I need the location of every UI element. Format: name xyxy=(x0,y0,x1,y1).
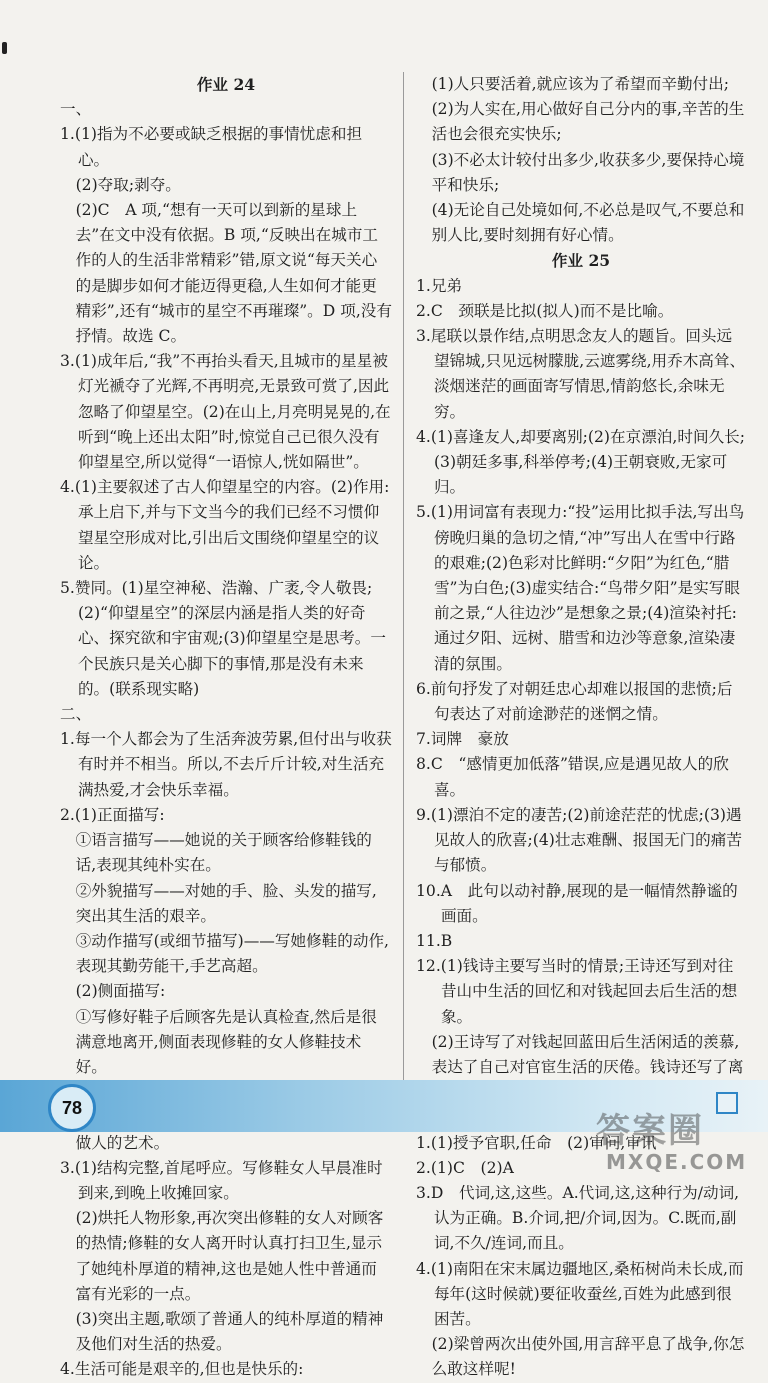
answer-item: (1)人只要活着,就应该为了希望而辛勤付出; xyxy=(431,75,729,93)
answer-item: 9.(1)漂泊不定的凄苦;(2)前途茫茫的忧虑;(3)遇见故人的欣喜;(4)壮志难酬、报国无门的痛苦与郁愤。 xyxy=(416,805,742,875)
section-heading-25: 作业 25 xyxy=(551,251,611,271)
answer-item: 1.(1)指为不必要或缺乏根据的事情忧虑和担心。 xyxy=(60,125,363,169)
answer-item: 5.赞同。(1)星空神秘、浩瀚、广袤,令人敬畏;(2)“仰望星空”的深层内涵是指人类的好奇心、探究欲和宇宙观;(3)仰望星空是思考。一个民族只是关心脚下的事情,那是没有未来的。(联系现实略) xyxy=(60,579,386,698)
answer-item: 3.(1)成年后,“我”不再抬头看天,且城市的星星被灯光褫夺了光辉,不再明亮,无景致可赏了,因此忽略了仰望星空。(2)在山上,月亮明晃晃的,在听到“晚上还出太阳”时,惊觉自己已很久没有仰望星空,所以觉得“一语惊人,恍如隔世”。 xyxy=(60,352,391,472)
watermark-url: MXQE.COM xyxy=(606,1150,748,1174)
answer-item: 3.D 代词,这,这些。A.代词,这,这种行为/动词,认为正确。B.介词,把/介词,因为。C.既而,副词,不久/连词,而且。 xyxy=(416,1183,740,1253)
part-label-1: 一、 xyxy=(60,100,92,119)
answer-item: 1.(1)授予官职,任命 (2)审问,审讯 xyxy=(416,1133,657,1152)
answer-item: 4.生活可能是艰辛的,但也是快乐的: xyxy=(60,1360,304,1379)
answer-item: (2)夺取;剥夺。 xyxy=(75,175,181,194)
answer-item: (2)王诗写了对钱起回蓝田后生活闲适的羡慕,表达了自己对官宦生活的厌倦。钱诗还写了离 xyxy=(431,1032,744,1076)
left-column xyxy=(60,72,392,1383)
section-heading-24: 作业 24 xyxy=(196,75,256,94)
answer-item: 7.词牌 豪放 xyxy=(416,730,509,749)
answer-item: (2)C A 项,“想有一天可以到新的星球上去”在文中没有依据。B 项,“反映出在城市工作的人的生活非常精彩”错,原文说“每天关心的是脚步如何才能迈得更稳,人生如何才能更精彩”,还有“城市的星空不再璀璨”。D 项,没有抒情。故选 C。 xyxy=(75,201,392,346)
watermark-logo: 答案圈 xyxy=(596,1111,704,1151)
footer-box-icon xyxy=(716,1092,738,1114)
answer-item: 11.B xyxy=(416,931,453,950)
column-divider xyxy=(403,72,404,1082)
answer-item: (3)突出主题,歌颂了普通人的纯朴厚道的精神及他们对生活的热爱。 xyxy=(75,1309,384,1354)
answer-item: 8.C “感情更加低落”错误,应是遇见故人的欣喜。 xyxy=(416,755,729,799)
answer-item: 3.尾联以景作结,点明思念友人的题旨。回头远望锦城,只见远树朦胧,云遮雾绕,用乔木高耸、淡烟迷茫的画面寄写情思,情韵悠长,余味无穷。 xyxy=(416,327,746,421)
answer-item: ②外貌描写——对她的手、脸、头发的描写,突出其生活的艰辛。 xyxy=(75,881,377,925)
page-number: 78 xyxy=(48,1084,96,1132)
answer-item: 12.(1)钱诗主要写当时的情景;王诗还写到对往昔山中生活的回忆和对钱起回去后生活的想象。 xyxy=(416,957,738,1026)
answer-item: ③动作描写(或细节描写)——写她修鞋的动作,表现其勤劳能干,手艺高超。 xyxy=(75,931,389,976)
answer-item: 5.(1)用词富有表现力:“投”运用比拟手法,写出鸟傍晚归巢的急切之情,“冲”写出人在雪中行路的艰难;(2)色彩对比鲜明:“夕阳”为红色,“腊雪”为白色;(3)虚实结合:“鸟带夕阳”是实写眼前之景,“人往边沙”是想象之景;(4)渲染衬托:通过夕阳、远树、腊雪和边沙等意象,渲染凄清的氛围。 xyxy=(416,503,745,673)
answer-item: 4.(1)南阳在宋末属边疆地区,桑柘树尚未长成,而每年(这时候就)要征收蚕丝,百姓为此感到很困苦。 xyxy=(416,1259,744,1328)
part-label-2: 二、 xyxy=(60,705,92,724)
answer-item: (4)无论自己处境如何,不必总是叹气,不要总和别人比,要时刻拥有好心情。 xyxy=(431,201,745,245)
answer-item: 2.(1)C (2)A xyxy=(416,1158,514,1177)
answer-item: 2.C 颈联是比拟(拟人)而不是比喻。 xyxy=(416,301,674,320)
answer-item: 2.(1)正面描写: xyxy=(60,805,165,824)
answer-item: 做人的艺术。 xyxy=(75,1133,170,1152)
answer-item: 4.(1)主要叙述了古人仰望星空的内容。(2)作用:承上启下,并与下文当今的我们已经不习惯仰望星空形成对比,引出后文围绕仰望星空的议论。 xyxy=(60,478,390,572)
answer-item: (2)为人实在,用心做好自己分内的事,辛苦的生活也会很充实快乐; xyxy=(431,100,745,144)
corner-mark xyxy=(2,42,7,54)
right-column xyxy=(416,72,746,1383)
answer-item: ①语言描写——她说的关于顾客给修鞋钱的话,表现其纯朴实在。 xyxy=(75,831,372,875)
answer-item: 1.每一个人都会为了生活奔波劳累,但付出与收获有时并不相当。所以,不去斤斤计较,对生活充满热爱,才会快乐幸福。 xyxy=(60,730,392,799)
answer-item: (2)侧面描写: xyxy=(75,982,166,1001)
answer-item: (3)不必太计较付出多少,收获多少,要保持心境平和快乐; xyxy=(431,150,745,194)
watermark xyxy=(596,1112,762,1174)
answer-item: (2)烘托人物形象,再次突出修鞋的女人对顾客的热情;修鞋的女人离开时认真打扫卫生,显示了她纯朴厚道的精神,这也是她人性中普通而富有光彩的一点。 xyxy=(75,1209,384,1303)
answer-item: ①写修好鞋子后顾客先是认真检查,然后是很满意地离开,侧面表现修鞋的女人修鞋技术好。 xyxy=(75,1007,377,1076)
answer-item: 4.(1)喜逢友人,却要离别;(2)在京漂泊,时间久长;(3)朝廷多事,科举停考;(4)王朝衰败,无家可归。 xyxy=(416,427,745,497)
answer-item: 6.前句抒发了对朝廷忠心却难以报国的悲愤;后句表达了对前途渺茫的迷惘之情。 xyxy=(416,679,733,724)
answer-item: 10.A 此句以动衬静,展现的是一幅情然静谧的画面。 xyxy=(416,881,738,925)
answer-item: (2)梁曾两次出使外国,用言辞平息了战争,你怎么敢这样呢! xyxy=(431,1335,745,1379)
answer-item: 3.(1)结构完整,首尾呼应。写修鞋女人早晨准时到来,到晚上收摊回家。 xyxy=(60,1158,383,1202)
answer-item: 1.兄弟 xyxy=(416,276,463,295)
